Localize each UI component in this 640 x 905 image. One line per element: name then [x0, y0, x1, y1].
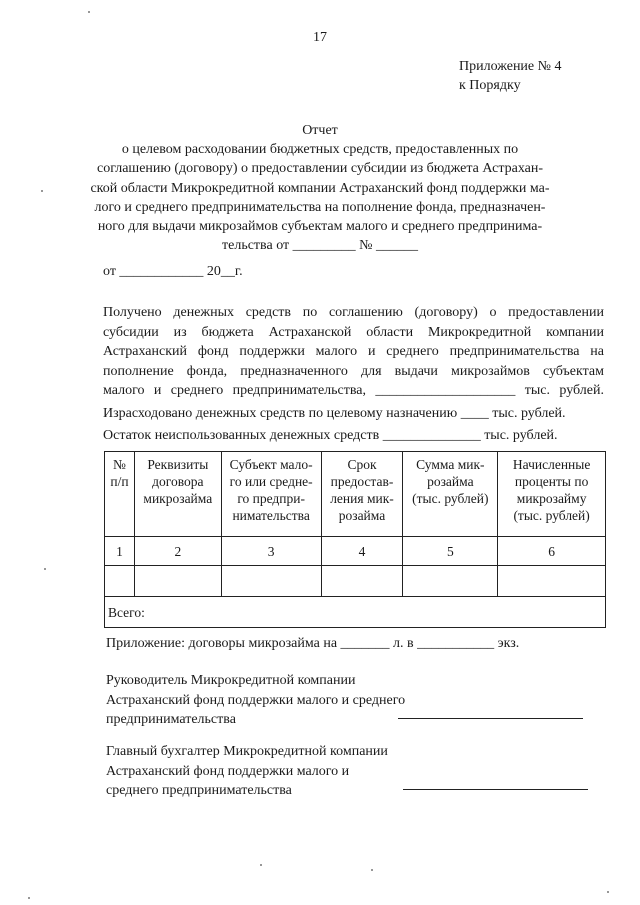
signature-text: Астраханский фонд поддержки малого и среднего [106, 692, 406, 708]
attachment-line: Приложение: договоры микрозайма на _______ л. в ___________ экз. [106, 636, 520, 651]
total-label: Всего: [105, 597, 606, 628]
signature-line-director [398, 718, 583, 719]
title-line: ного для выдачи микрозаймов субъектам малого и среднего предпринима- [97, 219, 543, 235]
body-line: Остаток неиспользованных денежных средств ______________ тыс. рублей. [103, 428, 558, 443]
body-line: пополнение фонда, предназначенного для выдачи микрозаймов субъектам [103, 363, 604, 379]
empty-cell [134, 566, 221, 597]
header-text-line: договора [152, 474, 204, 489]
title-line: о целевом расходовании бюджетных средств, предоставленных по [121, 142, 519, 158]
header-text-line: п/п [110, 474, 129, 489]
body-line: Израсходовано денежных средств по целевому назначению ____ тыс. рублей. [103, 405, 566, 421]
table-row-total [105, 597, 606, 628]
empty-cell [221, 566, 321, 597]
empty-cell [105, 566, 135, 597]
column-number: 1 [105, 537, 135, 566]
microloan-table [104, 451, 606, 628]
header-text-line: нимательства [232, 508, 310, 523]
header-cell-interest [498, 452, 606, 537]
annex-line: к Порядку [459, 78, 521, 93]
signature-line-accountant [403, 789, 588, 790]
header-text-line: (тыс. рублей) [412, 491, 489, 506]
signature-text: среднего предпринимательства [106, 783, 292, 798]
signature-text: Главный бухгалтер Микрокредитной компании [106, 744, 388, 759]
header-text-line: го предпри- [237, 491, 305, 506]
title-line: Отчет [302, 123, 338, 138]
signature-text: Астраханский фонд поддержки малого и [106, 763, 350, 779]
header-text-line: проценты по [514, 474, 589, 489]
header-cell-borrower [221, 452, 321, 537]
body-line: Астраханский фонд поддержки малого и среднего предпринимательства на [103, 344, 604, 359]
header-text-line: Начисленные [512, 457, 591, 472]
empty-cell [321, 566, 403, 597]
title-line: лого и среднего предпринимательства на пополнение фонда, предназначен- [94, 199, 546, 215]
header-text-line: (тыс. рублей) [513, 508, 590, 523]
report-body [103, 303, 604, 446]
header-text-line: Субъект мало- [229, 457, 313, 472]
header-cell-term [321, 452, 403, 537]
title-line: ской области Микрокредитной компании Астраханский фонд поддержки ма- [90, 180, 550, 196]
signature-text: Руководитель Микрокредитной компании [106, 673, 356, 688]
column-number: 6 [498, 537, 606, 566]
header-text-line: Сумма мик- [416, 457, 485, 472]
empty-cell [498, 566, 606, 597]
header-text-line: Реквизиты [147, 457, 209, 472]
table-row-empty [105, 566, 606, 597]
table-header-row [105, 452, 606, 537]
column-number: 2 [134, 537, 221, 566]
scan-speck [28, 897, 30, 899]
signature-text: предпринимательства [106, 712, 236, 727]
scan-speck [44, 568, 46, 570]
header-text-line: № [113, 457, 126, 472]
header-text-line: го или средне- [229, 474, 313, 489]
scan-speck [607, 891, 609, 893]
header-text-line: ления мик- [330, 491, 394, 506]
body-line: Получено денежных средств по соглашению (договору) о предоставлении [103, 305, 604, 320]
body-line: субсидии из бюджета Астраханской области Микрокредитной компании [103, 324, 604, 340]
header-text-line: микрозайму [516, 491, 587, 506]
header-cell-number [105, 452, 135, 537]
column-number: 3 [221, 537, 321, 566]
body-line: малого и среднего предпринимательства, ____________________ тыс. рублей. [103, 383, 604, 398]
title-line: тельства от _________ № ______ [222, 238, 418, 254]
annex-line: Приложение № 4 [459, 59, 562, 74]
annex-reference [459, 57, 562, 95]
scan-speck [371, 869, 373, 871]
title-line: соглашению (договору) о предоставлении субсидии из бюджета Астрахан- [96, 161, 544, 177]
table-row-column-numbers [105, 537, 606, 566]
scan-speck [41, 190, 43, 192]
header-text-line: Срок [347, 457, 377, 472]
header-cell-amount [403, 452, 498, 537]
signature-block-director [106, 671, 405, 730]
report-title [0, 121, 640, 255]
report-date-line: от ____________ 20__г. [103, 264, 243, 279]
scan-speck [260, 864, 262, 866]
header-text-line: микрозайма [143, 491, 213, 506]
header-cell-loan-details [134, 452, 221, 537]
header-text-line: предостав- [330, 474, 394, 489]
signature-block-accountant [106, 742, 388, 801]
page-number: 17 [313, 30, 327, 45]
empty-cell [403, 566, 498, 597]
column-number: 4 [321, 537, 403, 566]
header-text-line: розайма [338, 508, 386, 523]
column-number: 5 [403, 537, 498, 566]
header-text-line: розайма [427, 474, 474, 489]
scan-speck [88, 11, 90, 13]
